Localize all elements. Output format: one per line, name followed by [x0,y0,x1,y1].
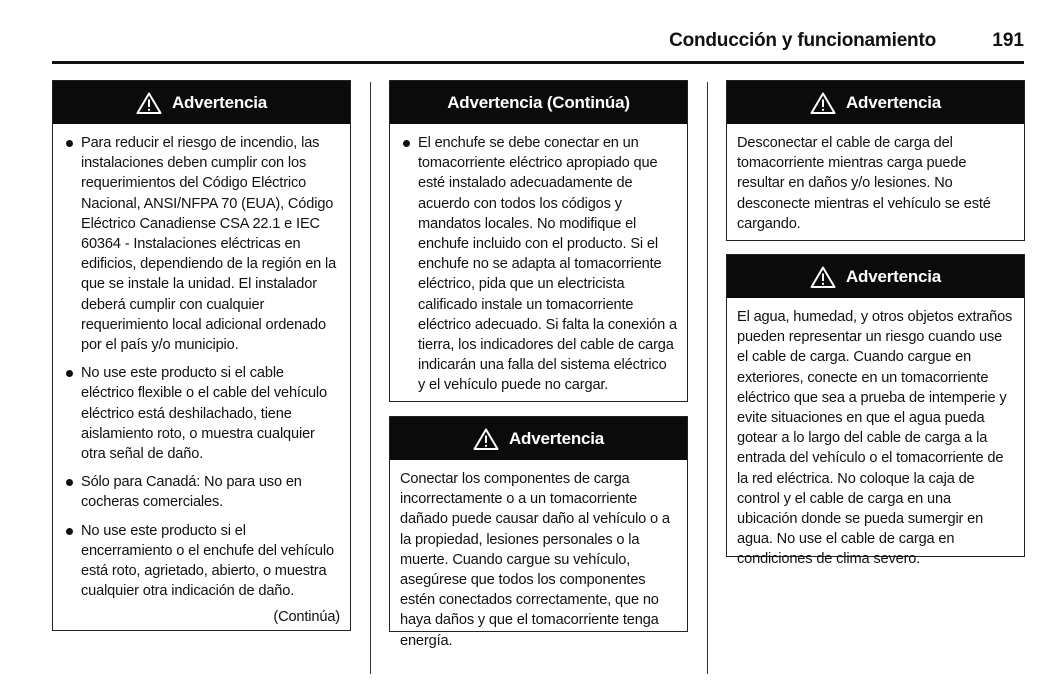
warning-box-body [53,124,350,636]
warning-box-title: Advertencia (Continúa) [447,92,630,112]
list-item: No use este producto si el cable eléctrico flexible o el cable del vehículo eléctrico está deshilachado, tiene aislamiento roto, o muestra cualquier otra señal de daño. [63,363,340,464]
warning-box-fire-risk [52,80,351,631]
warning-triangle-icon [473,428,499,450]
warning-box-title: Advertencia [845,266,942,286]
list-item: No use este producto si el encerramiento o el enchufe del vehículo está roto, agrietado, abierto, o muestra cualquier otra indicación de daño. [63,521,340,602]
warning-text: El agua, humedad, y otros objetos extraños pueden representar un riesgo cuando use el cable de carga. Cuando cargue en exteriores, conecte en un tomacorriente eléctrico que sea a prueba de intemperie y evite situaciones en que el agua pueda gotear a lo largo del cable de carga a la entrada del vehículo o el tomacorriente de la red eléctrica. No coloque la caja de control y el cable de carga en una ubicación donde se pueda sumergir en agua. No use el cable de carga en condiciones de clima severo. [737,309,1013,568]
continues-label: (Continúa) [273,609,340,626]
warning-triangle-icon [810,92,836,114]
warning-box-header [53,81,350,124]
warning-triangle-icon [136,92,162,114]
list-item: Para reducir el riesgo de incendio, las instalaciones deben cumplir con los requerimientos del Código Eléctrico Nacional, ANSI/NFPA 70 (EUA), Código Eléctrico Canadiense CSA 22.1 e IEC 60364 - Instalaciones eléctricas en edificios, dependiendo de la región en la que se instale la unidad. El instalador deberá cumplir con cualquier requerimiento local adicional ordenado por el país y/o municipio. [63,133,340,355]
warning-triangle-icon [810,266,836,288]
list-item: El enchufe se debe conectar en un tomacorriente eléctrico apropiado que esté instalado adecuadamente de acuerdo con todos los códigos y mandatos locales. No modifique el enchufe incluido con el producto. Si el enchufe no se adapta al tomacorriente eléctrico, pida que un electricista calificado instale un tomacorriente eléctrico adecuado. Si falta la conexión a tierra, los indicadores del cable de carga indicarán una falla del sistema eléctrico y el vehículo puede no cargar. [400,133,677,396]
header-divider [52,61,1024,64]
warning-box-body [727,124,1024,242]
warning-box-incorrect-connection [389,416,688,649]
column-divider [370,82,371,674]
page-number: 191 [992,30,1024,51]
warning-box-body [727,298,1024,578]
warning-box-body [390,460,687,659]
section-title: Conducción y funcionamiento [669,30,936,51]
warning-box-header [390,81,687,124]
column-divider [707,82,708,674]
warning-box-header [727,81,1024,124]
bullet-list [63,133,340,601]
warning-box-continued [389,80,688,402]
warning-box-header [390,417,687,460]
warning-box-title: Advertencia [171,92,268,112]
warning-text: Desconectar el cable de carga del tomacorriente mientras carga puede resultar en daños y/o lesiones. No desconecte mientras el vehículo se esté cargando. [737,135,991,232]
warning-box-water-risk [726,254,1025,568]
warning-box-title: Advertencia [508,428,605,448]
list-item: Sólo para Canadá: No para uso en cocheras comerciales. [63,472,340,512]
warning-box-body [390,124,687,412]
warning-box-disconnect [726,80,1025,241]
warning-box-header [727,255,1024,298]
bullet-list [400,133,677,396]
warning-box-title: Advertencia [845,92,942,112]
warning-text: Conectar los componentes de carga incorrectamente o a un tomacorriente dañado puede causar daño al vehículo o a la propiedad, lesiones personales o la muerte. Cuando cargue su vehículo, asegúrese que todos los componentes estén conectados correctamente, que no haya daños y que el tomacorriente tenga energía. [400,471,670,649]
